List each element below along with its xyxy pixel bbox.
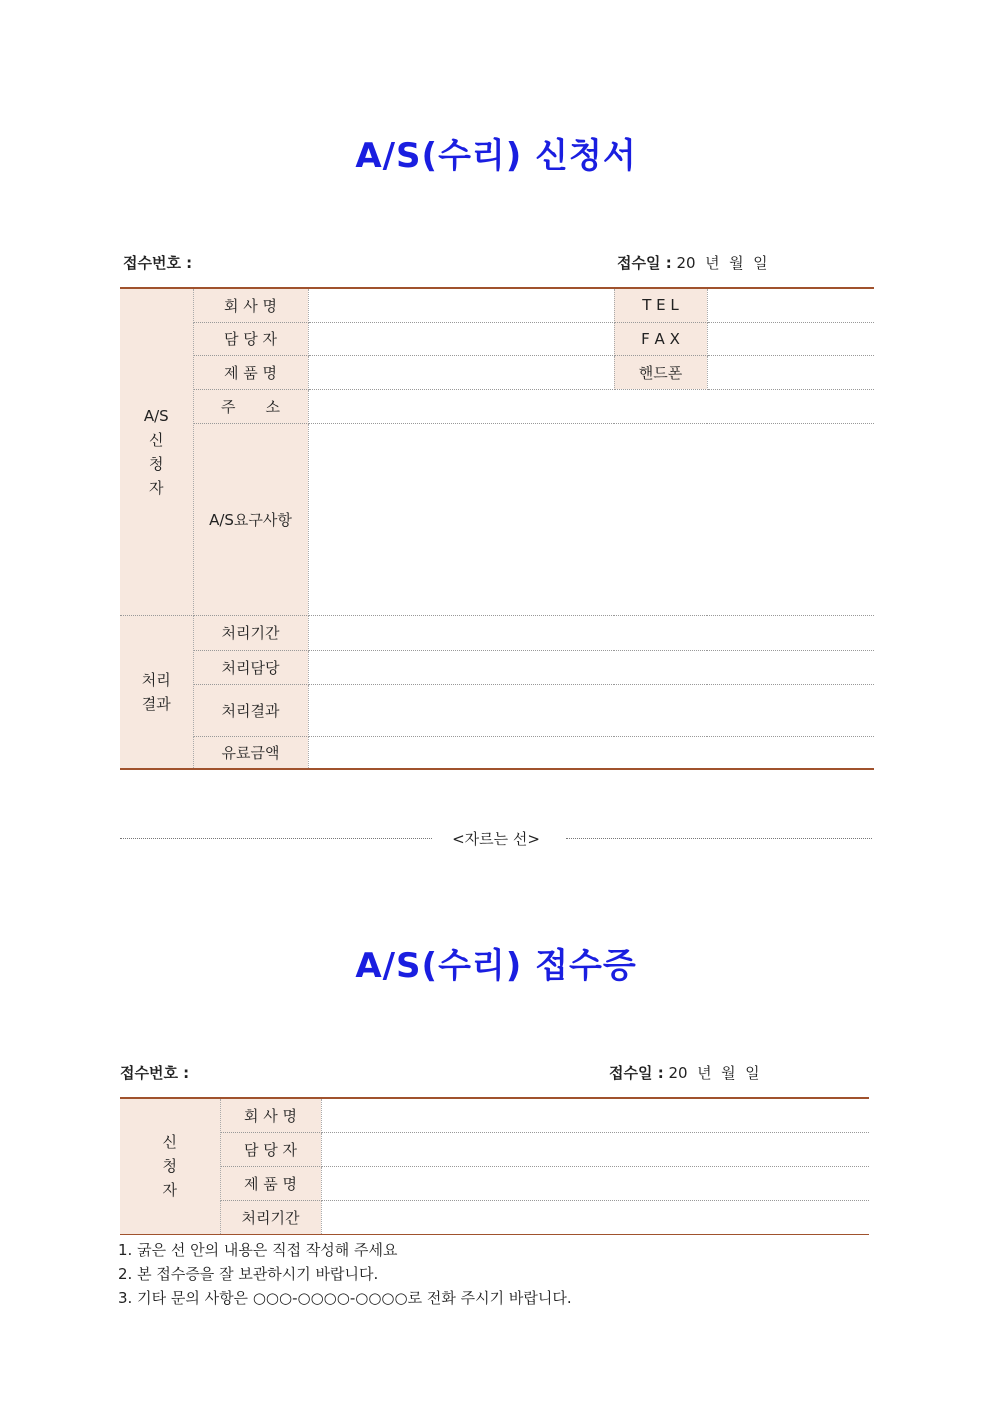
mobile-field[interactable] <box>707 355 874 389</box>
result-category <box>120 615 193 769</box>
handler-label: 처리담당 <box>193 650 308 684</box>
manager-field[interactable] <box>321 1132 869 1166</box>
receipt-date-label: 접수일 : <box>617 254 672 272</box>
fee-field[interactable] <box>308 736 874 769</box>
fee-label: 유료금액 <box>193 736 308 769</box>
receipt-date-label: 접수일 : <box>609 1064 664 1082</box>
receipt-no-label: 접수번호 : <box>120 1064 190 1082</box>
category-line: 자 <box>149 478 164 497</box>
cut-line-label: <자르는 선> <box>452 830 540 848</box>
form1-table <box>120 287 874 770</box>
product-label: 제 품 명 <box>220 1166 321 1200</box>
requester-category <box>120 288 193 615</box>
note-item: 2. 본 접수증을 잘 보관하시기 바랍니다. <box>118 1265 379 1283</box>
product-label: 제 품 명 <box>193 355 308 389</box>
product-field[interactable] <box>308 355 614 389</box>
request-label: A/S요구사항 <box>193 423 308 615</box>
form1-receipt-date <box>617 252 768 273</box>
category-line: 처리 <box>141 670 171 689</box>
form2-table <box>120 1097 869 1235</box>
note-item: 3. 기타 문의 사항은 ○○○-○○○○-○○○○로 전화 주시기 바랍니다. <box>118 1289 572 1307</box>
form1-title: A/S(수리) 신청서 <box>355 136 637 176</box>
address-label: 주 소 <box>193 389 308 423</box>
product-field[interactable] <box>321 1166 869 1200</box>
period-field[interactable] <box>321 1200 869 1234</box>
note-item: 1. 굵은 선 안의 내용은 직접 작성해 주세요 <box>118 1241 398 1259</box>
tel-field[interactable] <box>707 288 874 322</box>
period-field[interactable] <box>308 615 874 650</box>
mobile-label: 핸드폰 <box>614 355 707 389</box>
category-line: 청 <box>162 1157 177 1176</box>
company-field[interactable] <box>308 288 614 322</box>
fax-label: F A X <box>614 322 707 355</box>
form2-title: A/S(수리) 접수증 <box>355 946 637 986</box>
receipt-no-label: 접수번호 : <box>123 254 193 272</box>
manager-label: 담 당 자 <box>193 322 308 355</box>
category-line: A/S <box>143 406 169 425</box>
manager-field[interactable] <box>308 322 614 355</box>
address-field[interactable] <box>308 389 874 423</box>
request-field[interactable] <box>308 423 874 615</box>
tel-label: T E L <box>614 288 707 322</box>
manager-label: 담 당 자 <box>220 1132 321 1166</box>
fax-field[interactable] <box>707 322 874 355</box>
category-line: 자 <box>162 1181 177 1200</box>
handler-field[interactable] <box>308 650 874 684</box>
form2-receipt-date <box>609 1062 760 1083</box>
notes <box>118 1238 572 1310</box>
company-field[interactable] <box>321 1098 869 1132</box>
category-line: 신 <box>149 430 164 449</box>
category-line: 신 <box>162 1133 177 1152</box>
receipt-date-value: 20 년 월 일 <box>668 1064 760 1082</box>
company-label: 회 사 명 <box>220 1098 321 1132</box>
requester-category <box>120 1098 220 1234</box>
result-field[interactable] <box>308 684 874 736</box>
period-label: 처리기간 <box>220 1200 321 1234</box>
category-line: 청 <box>149 454 164 473</box>
form2-receipt-no <box>120 1062 189 1083</box>
category-line: 결과 <box>141 694 171 713</box>
period-label: 처리기간 <box>193 615 308 650</box>
company-label: 회 사 명 <box>193 288 308 322</box>
receipt-date-value: 20 년 월 일 <box>676 254 768 272</box>
result-label: 처리결과 <box>193 684 308 736</box>
form1-receipt-no <box>123 252 192 273</box>
